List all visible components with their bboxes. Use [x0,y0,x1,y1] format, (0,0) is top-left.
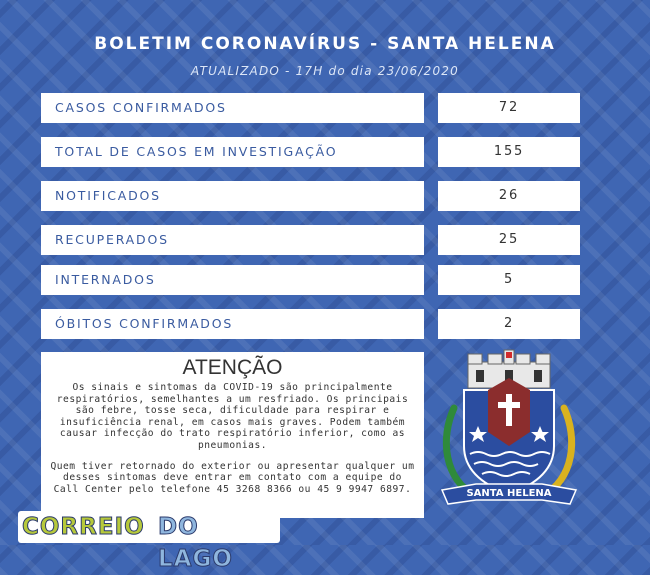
correio-do-lago-logo [18,511,280,572]
value-hospitalized: 5 [438,265,580,295]
label-confirmed-cases: CASOS CONFIRMADOS [41,93,424,123]
crest-banner-text: SANTA HELENA [466,488,552,499]
value-recovered: 25 [438,225,580,255]
label-confirmed-deaths: ÓBITOS CONFIRMADOS [41,309,424,339]
value-confirmed-deaths: 2 [438,309,580,339]
logo-word-correio: CORREIO [22,514,145,540]
bulletin-title: BOLETIM CORONAVÍRUS - SANTA HELENA [94,34,556,54]
notice-paragraph-symptoms: Os sinais e sintomas da COVID-19 são principalmente respiratórios, semelhantes a um resfriado. Os principais são febre, tosse seca, dificuldade para respirar e insuficiência renal, em casos mais graves. Podem também causar infecção do trato respiratório inferior, como as pneumonias. [56,382,409,451]
label-under-investigation: TOTAL DE CASOS EM INVESTIGAÇÃO [41,137,424,167]
label-notified: NOTIFICADOS [41,181,424,211]
value-notified: 26 [438,181,580,211]
city-coat-of-arms-icon [436,350,582,518]
notice-text [49,382,416,495]
label-hospitalized: INTERNADOS [41,265,424,295]
notice-paragraph-contact: Quem tiver retornado do exterior ou apresentar qualquer um desses sintomas deve entrar em contato com a equipe do Call Center pelo telefone 45 3268 8366 ou 45 9 9947 6897. [50,460,415,495]
update-timestamp: ATUALIZADO - 17H do dia 23/06/2020 [191,64,459,78]
value-under-investigation: 155 [438,137,580,167]
notice-title: ATENÇÃO [182,356,283,379]
value-confirmed-cases: 72 [438,93,580,123]
attention-notice [41,352,424,518]
label-recovered: RECUPERADOS [41,225,424,255]
logo-word-do-lago: DO LAGO [158,514,233,572]
